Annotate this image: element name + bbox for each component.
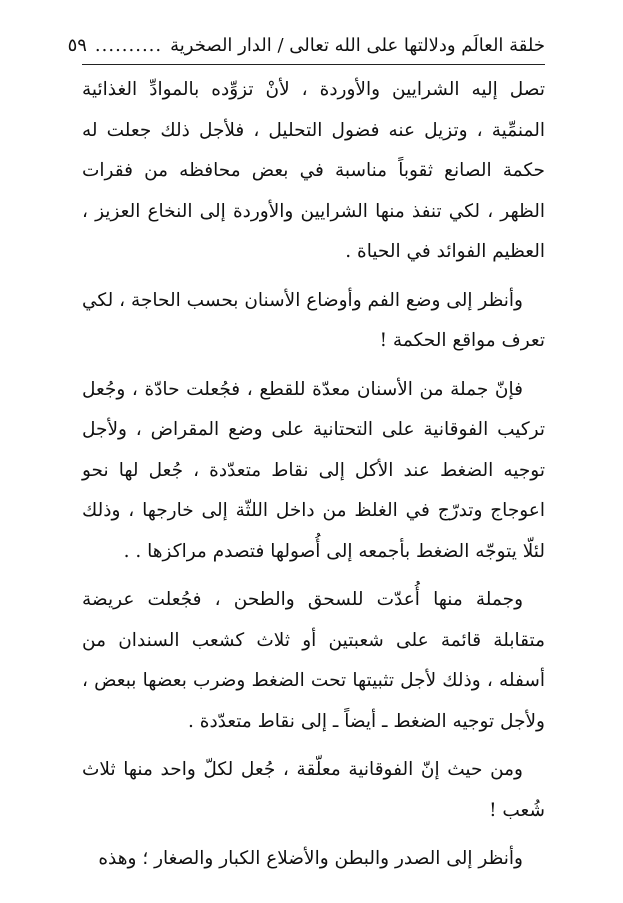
paragraph: تصل إليه الشرايين والأوردة ، لأنْ تزوِّده بالموادِّ الغذائية المنمِّية ، وتزيل عنه فضول التحليل ، فلأجل ذلك جعلت له حكمة الصانع ثقوباً مناسبة في بعض محافظه من فقرات الظهر ، لكي تنفذ منها الشرايين والأوردة إلى النخاع العزيز ، العظيم الفوائد في الحياة . bbox=[82, 79, 545, 262]
header-rule bbox=[82, 64, 545, 65]
paragraph: وأنظر إلى الصدر والبطن والأضلاع الكبار والصغار ؛ وهذه bbox=[98, 848, 523, 869]
paragraph: ومن حيث إنّ الفوقانية معلّقة ، جُعل لكلّ واحد منها ثلاث شُعب ! bbox=[82, 759, 545, 821]
paragraph: فإنّ جملة من الأسنان معدّة للقطع ، فجُعلت حادّة ، وجُعل تركيب الفوقانية على التحتانية على وضع المقراض ، ولأجل توجيه الضغط عند الأكل إلى نقاط متعدّدة ، جُعل لها نحو اعوجاج وتدرّج في الغلظ من داخل اللثّة إلى خارجها ، وذلك لئلّا يتوجّه الضغط بأجمعه إلى أُصولها فتصدم مراكزها . . bbox=[82, 378, 545, 562]
header-leader-dots: .......... bbox=[94, 34, 163, 56]
paragraph: وأنظر إلى وضع الفم وأوضاع الأسنان بحسب الحاجة ، لكي تعرف مواقع الحكمة ! bbox=[82, 289, 545, 351]
running-header bbox=[67, 30, 545, 60]
header-title: خلقة العالَم ودلالتها على الله تعالى / الدار الصخرية bbox=[170, 34, 545, 56]
body-text bbox=[82, 70, 545, 888]
page-number: ٥٩ bbox=[67, 34, 87, 56]
paragraph: وجملة منها أُعدّت للسحق والطحن ، فجُعلت عريضة متقابلة قائمة على شعبتين أو ثلاث كشعب السندان من أسفله ، وذلك لأجل تثبيتها تحت الضغط وضرب بعضها ببعض ، ولأجل توجيه الضغط ـ أيضاً ـ إلى نقاط متعدّدة . bbox=[82, 589, 545, 732]
